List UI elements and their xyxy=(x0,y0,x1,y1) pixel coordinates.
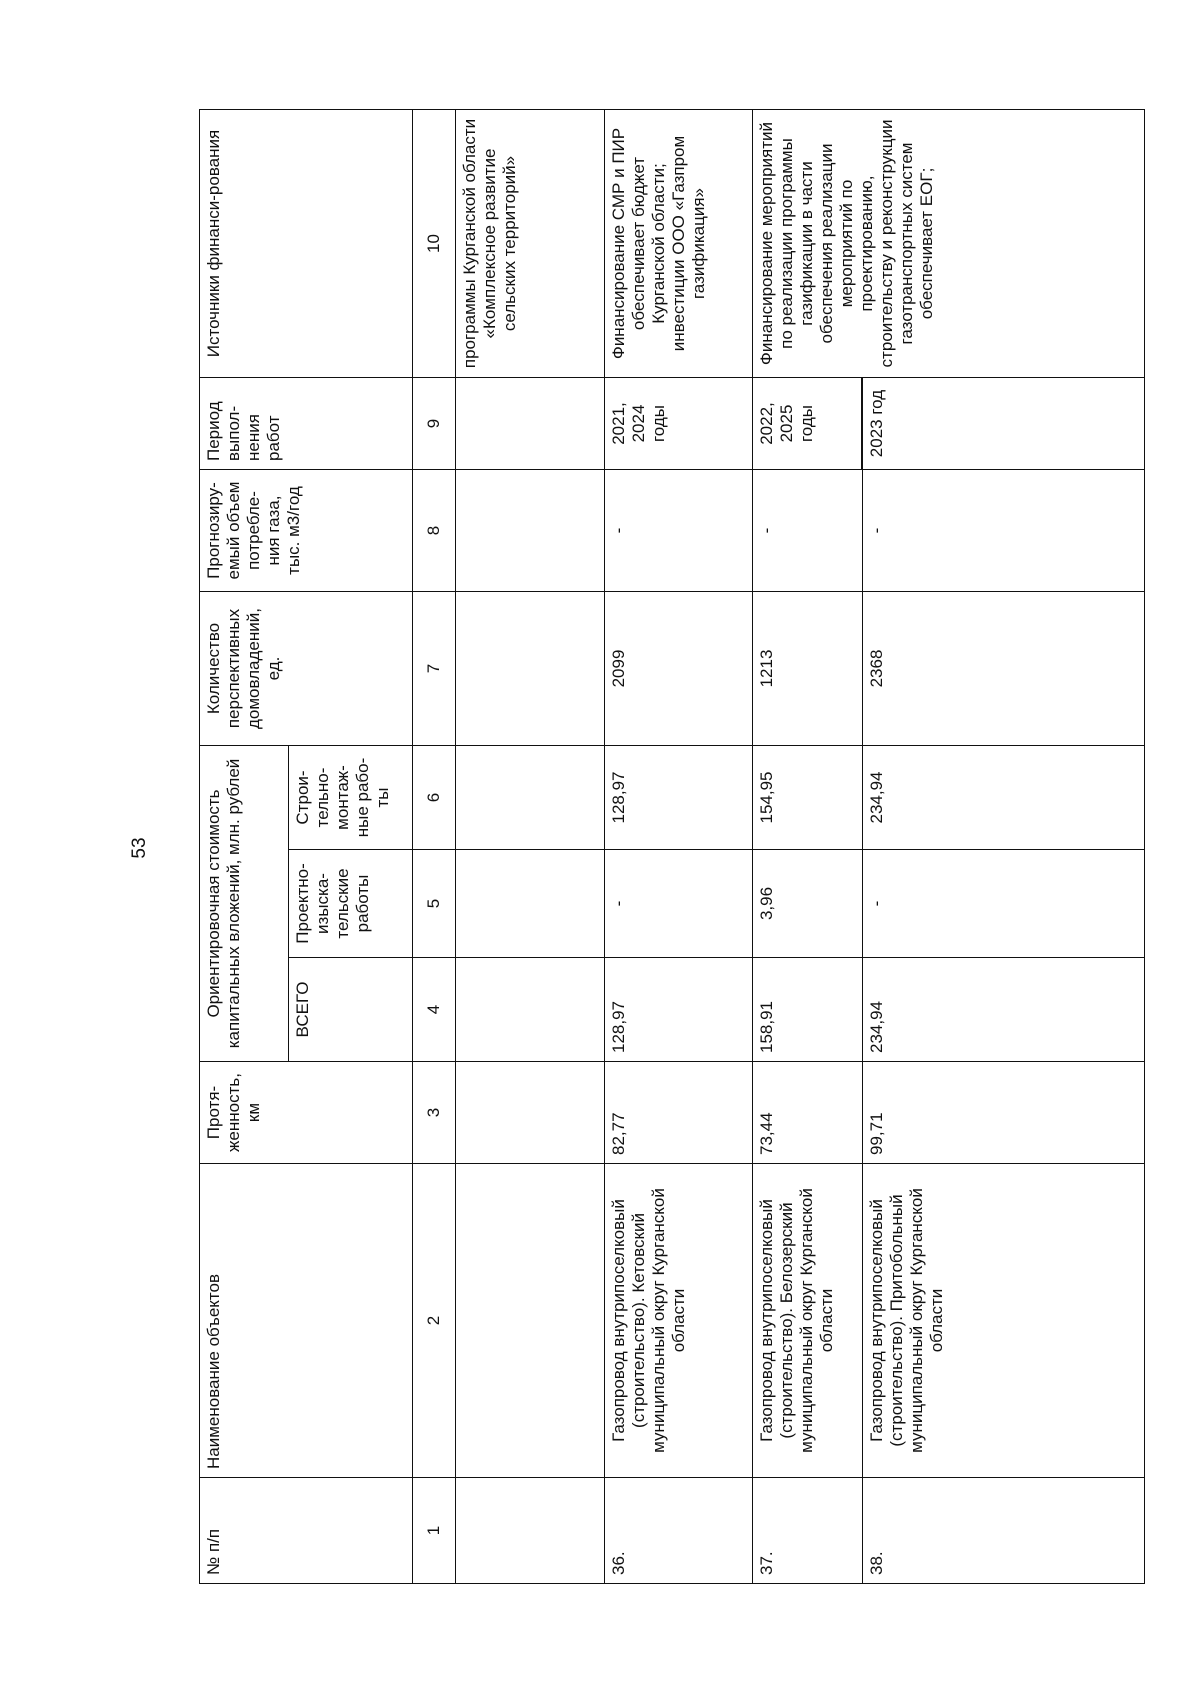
objects-table xyxy=(199,109,1145,1584)
row-name: Газопровод внутрипоселковый (строительство). Кетовский муниципальный округ Курганской области xyxy=(604,1164,753,1478)
header-households: Количество перспективных домовладений, ед. xyxy=(200,592,413,746)
row-name: Газопровод внутрипоселковый (строительство). Белозерский муниципальный округ Курганской области xyxy=(753,1164,863,1478)
row-length: 99,71 xyxy=(863,1062,1145,1164)
colnum: 7 xyxy=(413,592,455,746)
row-total: 234,94 xyxy=(863,958,1145,1062)
row-funding: Финансирование мероприятий по реализации программы газификации в части обеспечения реализации мероприятий по проектированию, строительству и реконструкции газотранспортных систем обеспечивает ЕОГ; xyxy=(753,110,1145,378)
colnum: 3 xyxy=(413,1062,455,1164)
row-construction: 128,97 xyxy=(604,746,753,850)
colnum: 8 xyxy=(413,470,455,592)
row-funding: Финансирование СМР и ПИР обеспечивает бюджет Курганской области; инвестиции ООО «Газпром газификация» xyxy=(604,110,753,378)
row-total: 128,97 xyxy=(604,958,753,1062)
header-name: Наименование объектов xyxy=(200,1164,413,1478)
page-number: 53 xyxy=(129,837,150,859)
header-period: Период выпол-нения работ xyxy=(200,378,413,470)
row-total: 158,91 xyxy=(753,958,863,1062)
header-funding: Источники финанси-рования xyxy=(200,110,413,378)
continuation-funding-text: программы Курганской области «Комплексное развитие сельских территорий» xyxy=(455,110,604,378)
colnum: 2 xyxy=(413,1164,455,1478)
row-num: 36. xyxy=(604,1478,753,1584)
row-gas: - xyxy=(863,470,1145,592)
colnum: 4 xyxy=(413,958,455,1062)
table-row xyxy=(753,110,862,1584)
row-period: 2023 год xyxy=(863,378,1145,470)
row-households: 2368 xyxy=(863,592,1145,746)
row-period: 2022, 2025 годы xyxy=(753,378,862,470)
header-length: Протя-женность, км xyxy=(200,1062,413,1164)
row-design: - xyxy=(604,850,753,958)
row-households: 2099 xyxy=(604,592,753,746)
header-gas-volume: Прогнозиру-емый объем потребле-ния газа, тыс. м3/год xyxy=(200,470,413,592)
row-construction: 234,94 xyxy=(863,746,1145,850)
table-row xyxy=(604,110,753,1584)
row-gas: - xyxy=(753,470,863,592)
header-cost-group: Ориентировочная стоимость капитальных вложений, млн. рублей xyxy=(200,746,289,1062)
row-length: 82,77 xyxy=(604,1062,753,1164)
header-construction: Строи-тельно-монтаж-ные рабо-ты xyxy=(288,746,413,850)
colnum: 1 xyxy=(413,1478,455,1584)
continuation-row xyxy=(455,110,604,1584)
row-design: - xyxy=(863,850,1145,958)
header-num: № п/п xyxy=(200,1478,413,1584)
colnum: 9 xyxy=(413,378,455,470)
header-design: Проектно-изыска-тельские работы xyxy=(288,850,413,958)
row-period: 2021, 2024 годы xyxy=(604,378,753,470)
colnum: 6 xyxy=(413,746,455,850)
row-num: 38. xyxy=(863,1478,1145,1584)
row-gas: - xyxy=(604,470,753,592)
header-row-1 xyxy=(200,110,289,1584)
column-numbers-row xyxy=(413,110,455,1584)
row-length: 73,44 xyxy=(753,1062,863,1164)
header-total: ВСЕГО xyxy=(288,958,413,1062)
row-construction: 154,95 xyxy=(753,746,863,850)
row-households: 1213 xyxy=(753,592,863,746)
colnum: 10 xyxy=(413,110,455,378)
rotated-table-container xyxy=(199,110,1145,1584)
row-num: 37. xyxy=(753,1478,863,1584)
row-design: 3,96 xyxy=(753,850,863,958)
row-name: Газопровод внутрипоселковый (строительство). Притобольный муниципальный округ Курганской области xyxy=(863,1164,1145,1478)
colnum: 5 xyxy=(413,850,455,958)
